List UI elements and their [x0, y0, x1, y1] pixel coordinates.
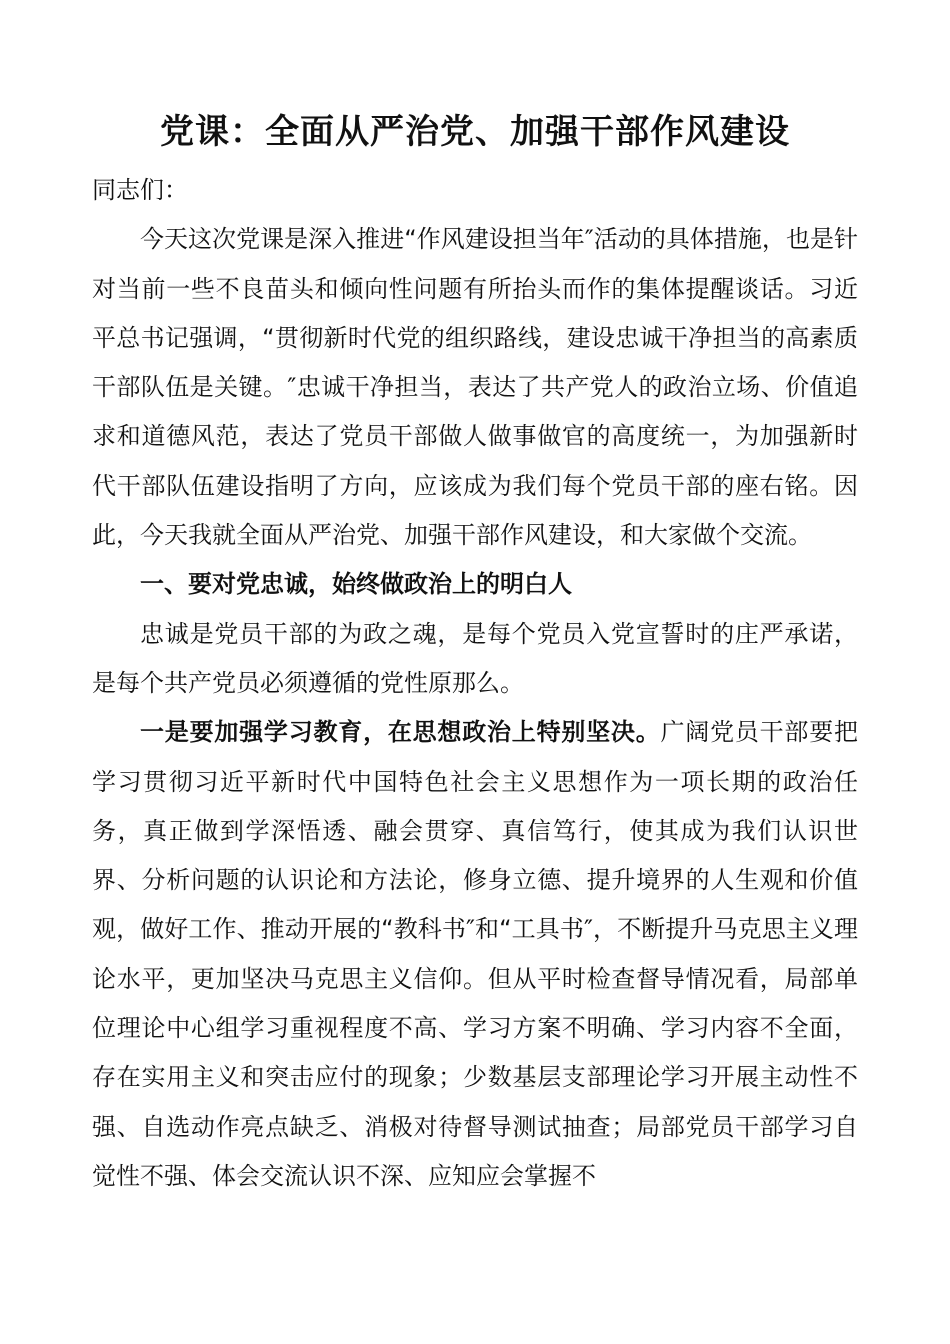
document-title: 党课：全面从严治党、加强干部作风建设 [160, 112, 790, 152]
point-1-body: 广阔党员干部要把学习贯彻习近平新时代中国特色社会主义思想作为一项长期的政治任务，真正做到学深悟透、融会贯穿、真信笃行，使其成为我们认识世界、分析问题的认识论和方法论，修身立德、提升境界的人生观和价值观，做好工作、推动开展的“教科书″和“工具书″，不断提升马克思主义理论水平，更加坚决马克思主义信仰。但从平时检查督导情况看，局部单位理论中心组学习重视程度不高、学习方案不明确、学习内容不全面，存在实用主义和突击应付的现象；少数基层支部理论学习开展主动性不强、自选动作亮点缺乏、消极对待督导测试抽查；局部党员干部学习自觉性不强、体会交流认识不深、应知应会掌握不 [92, 718, 858, 1190]
point-1-lead: 一是要加强学习教育，在思想政治上特别坚决。 [140, 718, 661, 747]
intro-paragraph: 今天这次党课是深入推进“作风建设担当年″活动的具体措施，也是针对当前一些不良苗头和倾向性问题有所抬头而作的集体提醒谈话。习近平总书记强调，“贯彻新时代党的组织路线，建设忠诚干净担当的高素质干部队伍是关键。″忠诚干净担当，表达了共产党人的政治立场、价值追求和道德风范，表达了党员干部做人做事做官的高度统一，为加强新时代干部队伍建设指明了方向，应该成为我们每个党员干部的座右铭。因此，今天我就全面从严治党、加强干部作风建设，和大家做个交流。 [92, 225, 858, 550]
section-1-paragraph: 忠诚是党员干部的为政之魂，是每个党员入党宣誓时的庄严承诺，是每个共产党员必须遵循的党性原那么。 [92, 619, 858, 697]
salutation: 同志们： [92, 176, 188, 204]
document-body [92, 166, 858, 1201]
section-heading-1: 一、要对党忠诚，始终做政治上的明白人 [140, 570, 572, 599]
point-1-paragraph [92, 708, 858, 1201]
